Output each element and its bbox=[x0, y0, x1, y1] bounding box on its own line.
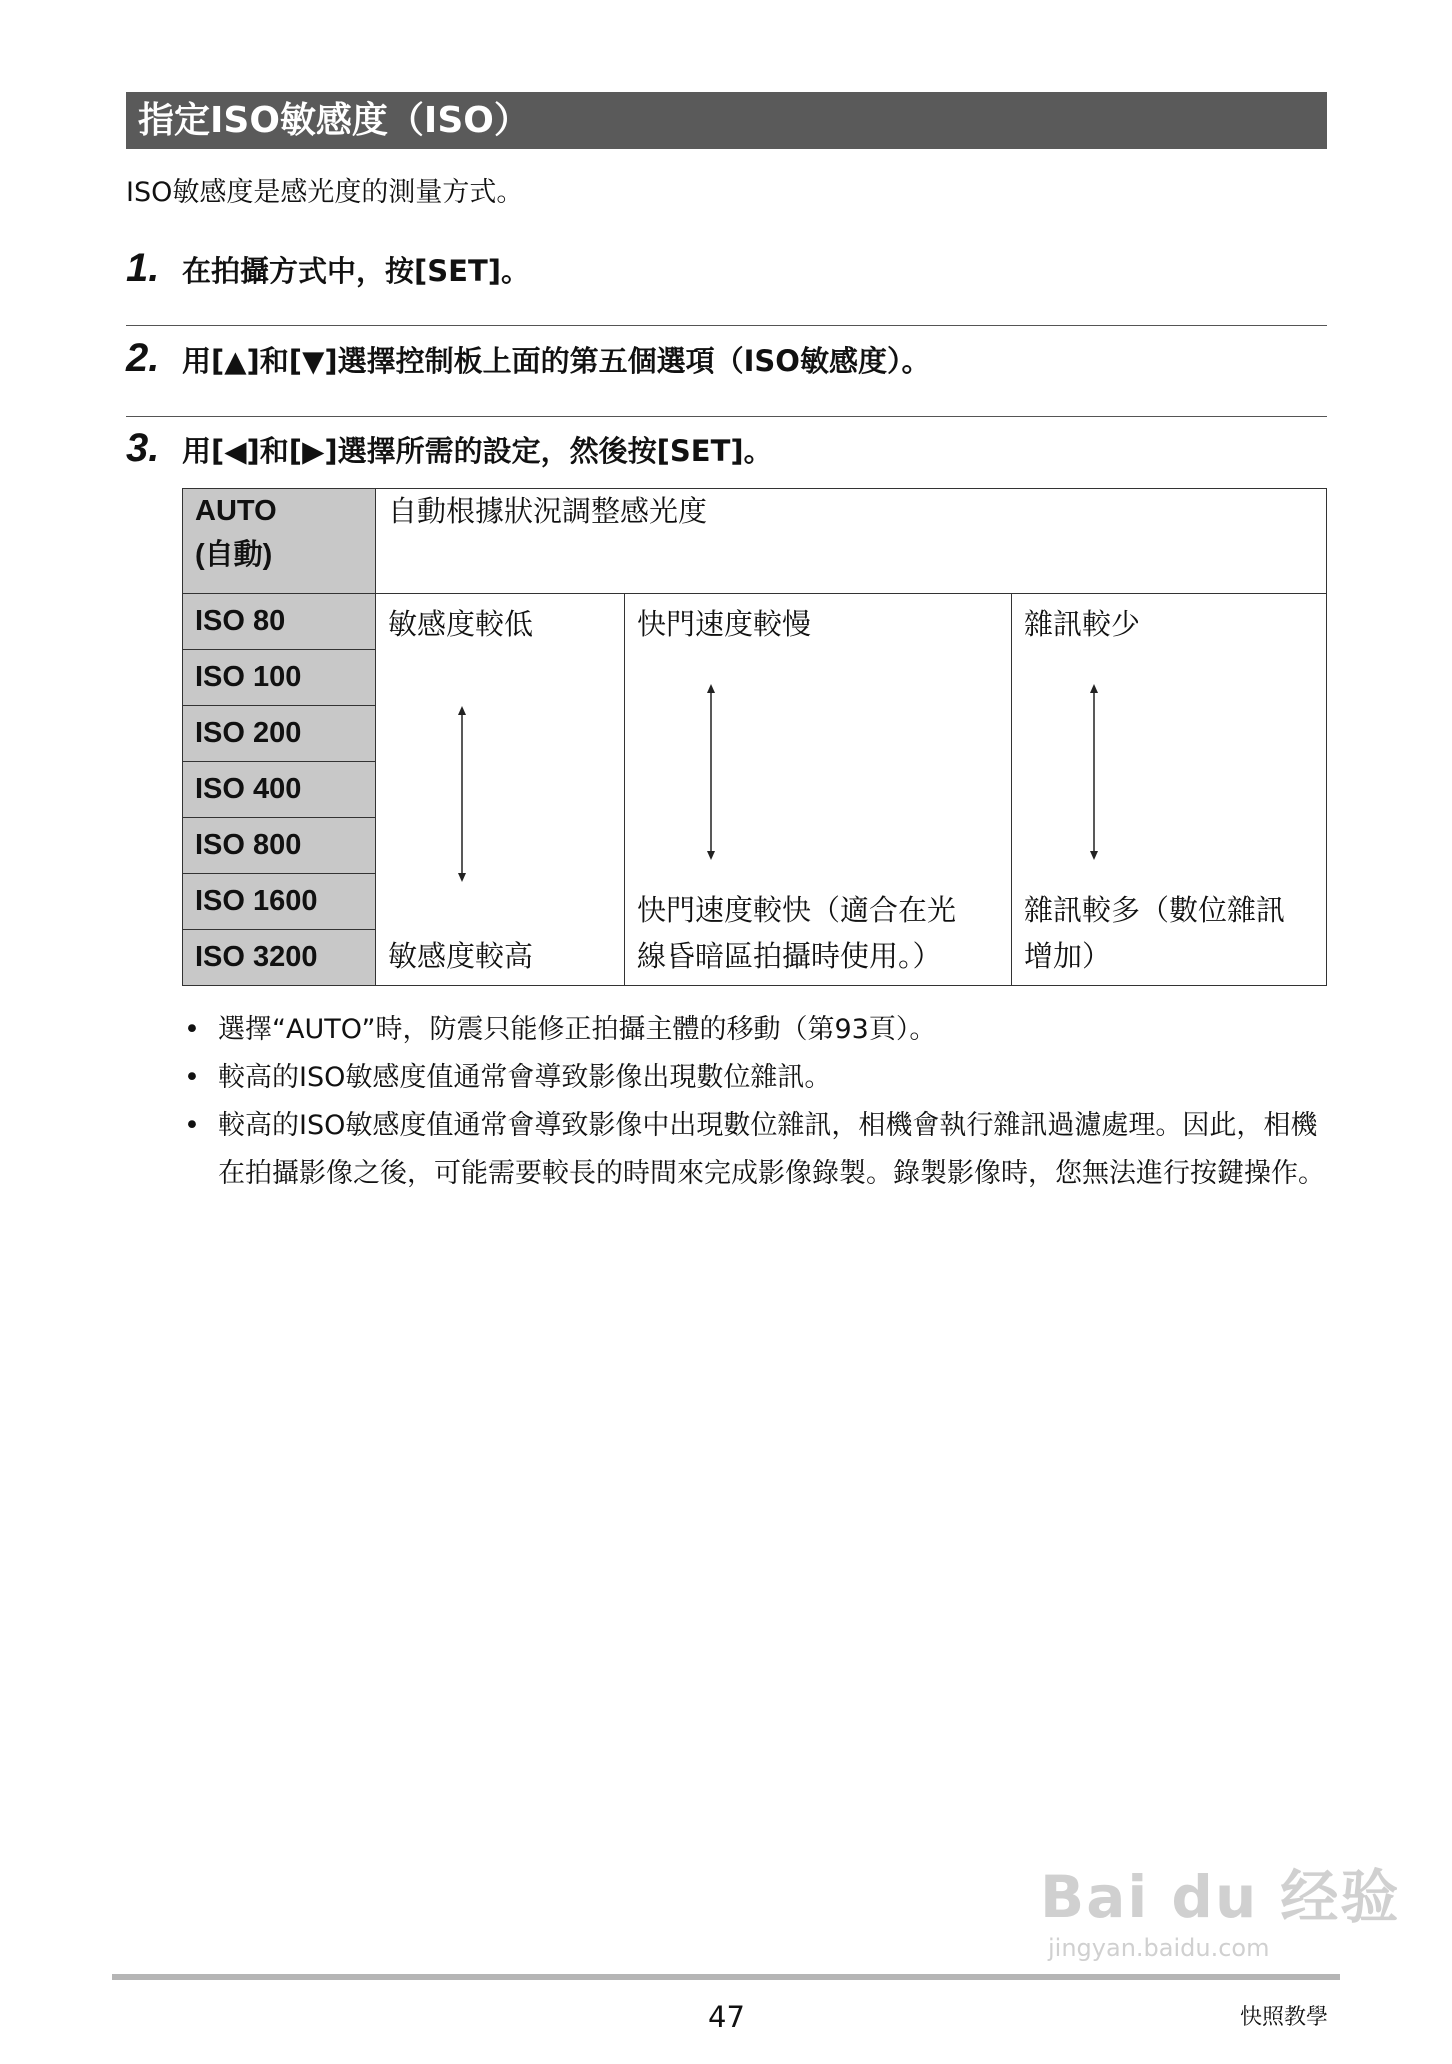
watermark-logo: Bai du 经验 bbox=[1040, 1863, 1401, 1931]
page-number: 47 bbox=[708, 2000, 745, 2034]
shutter-column bbox=[625, 594, 1012, 986]
baidu-watermark bbox=[1040, 1850, 1400, 1962]
shutter-slow: 快門速度較慢 bbox=[637, 607, 812, 641]
iso-label: ISO 3200 bbox=[183, 930, 376, 986]
noise-column bbox=[1012, 594, 1327, 986]
sensitivity-high: 敏感度較高 bbox=[388, 939, 534, 973]
table-row bbox=[183, 489, 1327, 594]
step-text: 用[◀]和[▶]選擇所需的設定，然後按[SET]。 bbox=[182, 434, 773, 468]
noise-high bbox=[1024, 887, 1285, 979]
auto-sub-label: (自動) bbox=[195, 539, 273, 571]
note-text: 較高的ISO敏感度值通常會導致影像中出現數位雜訊，相機會執行雜訊過濾處理。因此，相機在拍攝影像之後，可能需要較長的時間來完成影像錄製。錄製影像時，您無法進行按鍵操作。 bbox=[218, 1110, 1325, 1189]
double-arrow-icon bbox=[456, 706, 468, 882]
list-item bbox=[184, 1054, 1344, 1102]
divider bbox=[126, 325, 1327, 326]
step-3 bbox=[126, 426, 773, 471]
noise-high-line1: 雜訊較多（數位雜訊 bbox=[1024, 893, 1286, 927]
iso-label: ISO 800 bbox=[183, 818, 376, 874]
list-item bbox=[184, 1102, 1344, 1198]
step-text: 在拍攝方式中，按[SET]。 bbox=[182, 254, 530, 288]
watermark-url: jingyan.baidu.com bbox=[1048, 1934, 1270, 1962]
step-number: 1. bbox=[126, 246, 160, 290]
note-text: 選擇“AUTO”時，防震只能修正拍攝主體的移動（第93頁）。 bbox=[218, 1014, 937, 1045]
bullet-icon: • bbox=[184, 1110, 200, 1141]
step-2 bbox=[126, 336, 930, 381]
notes-list bbox=[184, 1006, 1344, 1198]
bullet-icon: • bbox=[184, 1014, 200, 1045]
step-1 bbox=[126, 246, 530, 291]
step-number: 3. bbox=[126, 426, 160, 470]
noise-low: 雜訊較少 bbox=[1024, 607, 1141, 641]
iso-label: ISO 100 bbox=[183, 650, 376, 706]
auto-description: 自動根據狀況調整感光度 bbox=[376, 489, 1327, 594]
iso-label: ISO 80 bbox=[183, 594, 376, 650]
note-text: 較高的ISO敏感度值通常會導致影像出現數位雜訊。 bbox=[218, 1062, 832, 1093]
double-arrow-icon bbox=[1088, 684, 1100, 860]
intro-text: ISO敏感度是感光度的測量方式。 bbox=[126, 177, 524, 208]
auto-label: AUTO bbox=[195, 495, 277, 527]
divider bbox=[126, 416, 1327, 417]
footer-divider bbox=[112, 1974, 1340, 1980]
list-item bbox=[184, 1006, 1344, 1054]
section-title: 指定ISO敏感度（ISO） bbox=[126, 92, 1327, 149]
shutter-fast-line2: 線昏暗區拍攝時使用。） bbox=[637, 939, 942, 973]
iso-label-auto bbox=[183, 489, 376, 594]
iso-table bbox=[182, 488, 1327, 986]
shutter-fast-line1: 快門速度較快（適合在光 bbox=[637, 893, 957, 927]
table-row bbox=[183, 594, 1327, 650]
iso-label: ISO 200 bbox=[183, 706, 376, 762]
iso-label: ISO 1600 bbox=[183, 874, 376, 930]
double-arrow-icon bbox=[705, 684, 717, 860]
iso-label: ISO 400 bbox=[183, 762, 376, 818]
noise-high-line2: 增加） bbox=[1024, 939, 1112, 973]
step-number: 2. bbox=[126, 336, 160, 380]
sensitivity-low: 敏感度較低 bbox=[388, 607, 534, 641]
bullet-icon: • bbox=[184, 1062, 200, 1093]
sensitivity-column bbox=[376, 594, 625, 986]
step-text: 用[▲]和[▼]選擇控制板上面的第五個選項（ISO敏感度）。 bbox=[182, 344, 931, 378]
footer-section-label: 快照教學 bbox=[1240, 2005, 1329, 2030]
shutter-fast bbox=[637, 887, 956, 979]
